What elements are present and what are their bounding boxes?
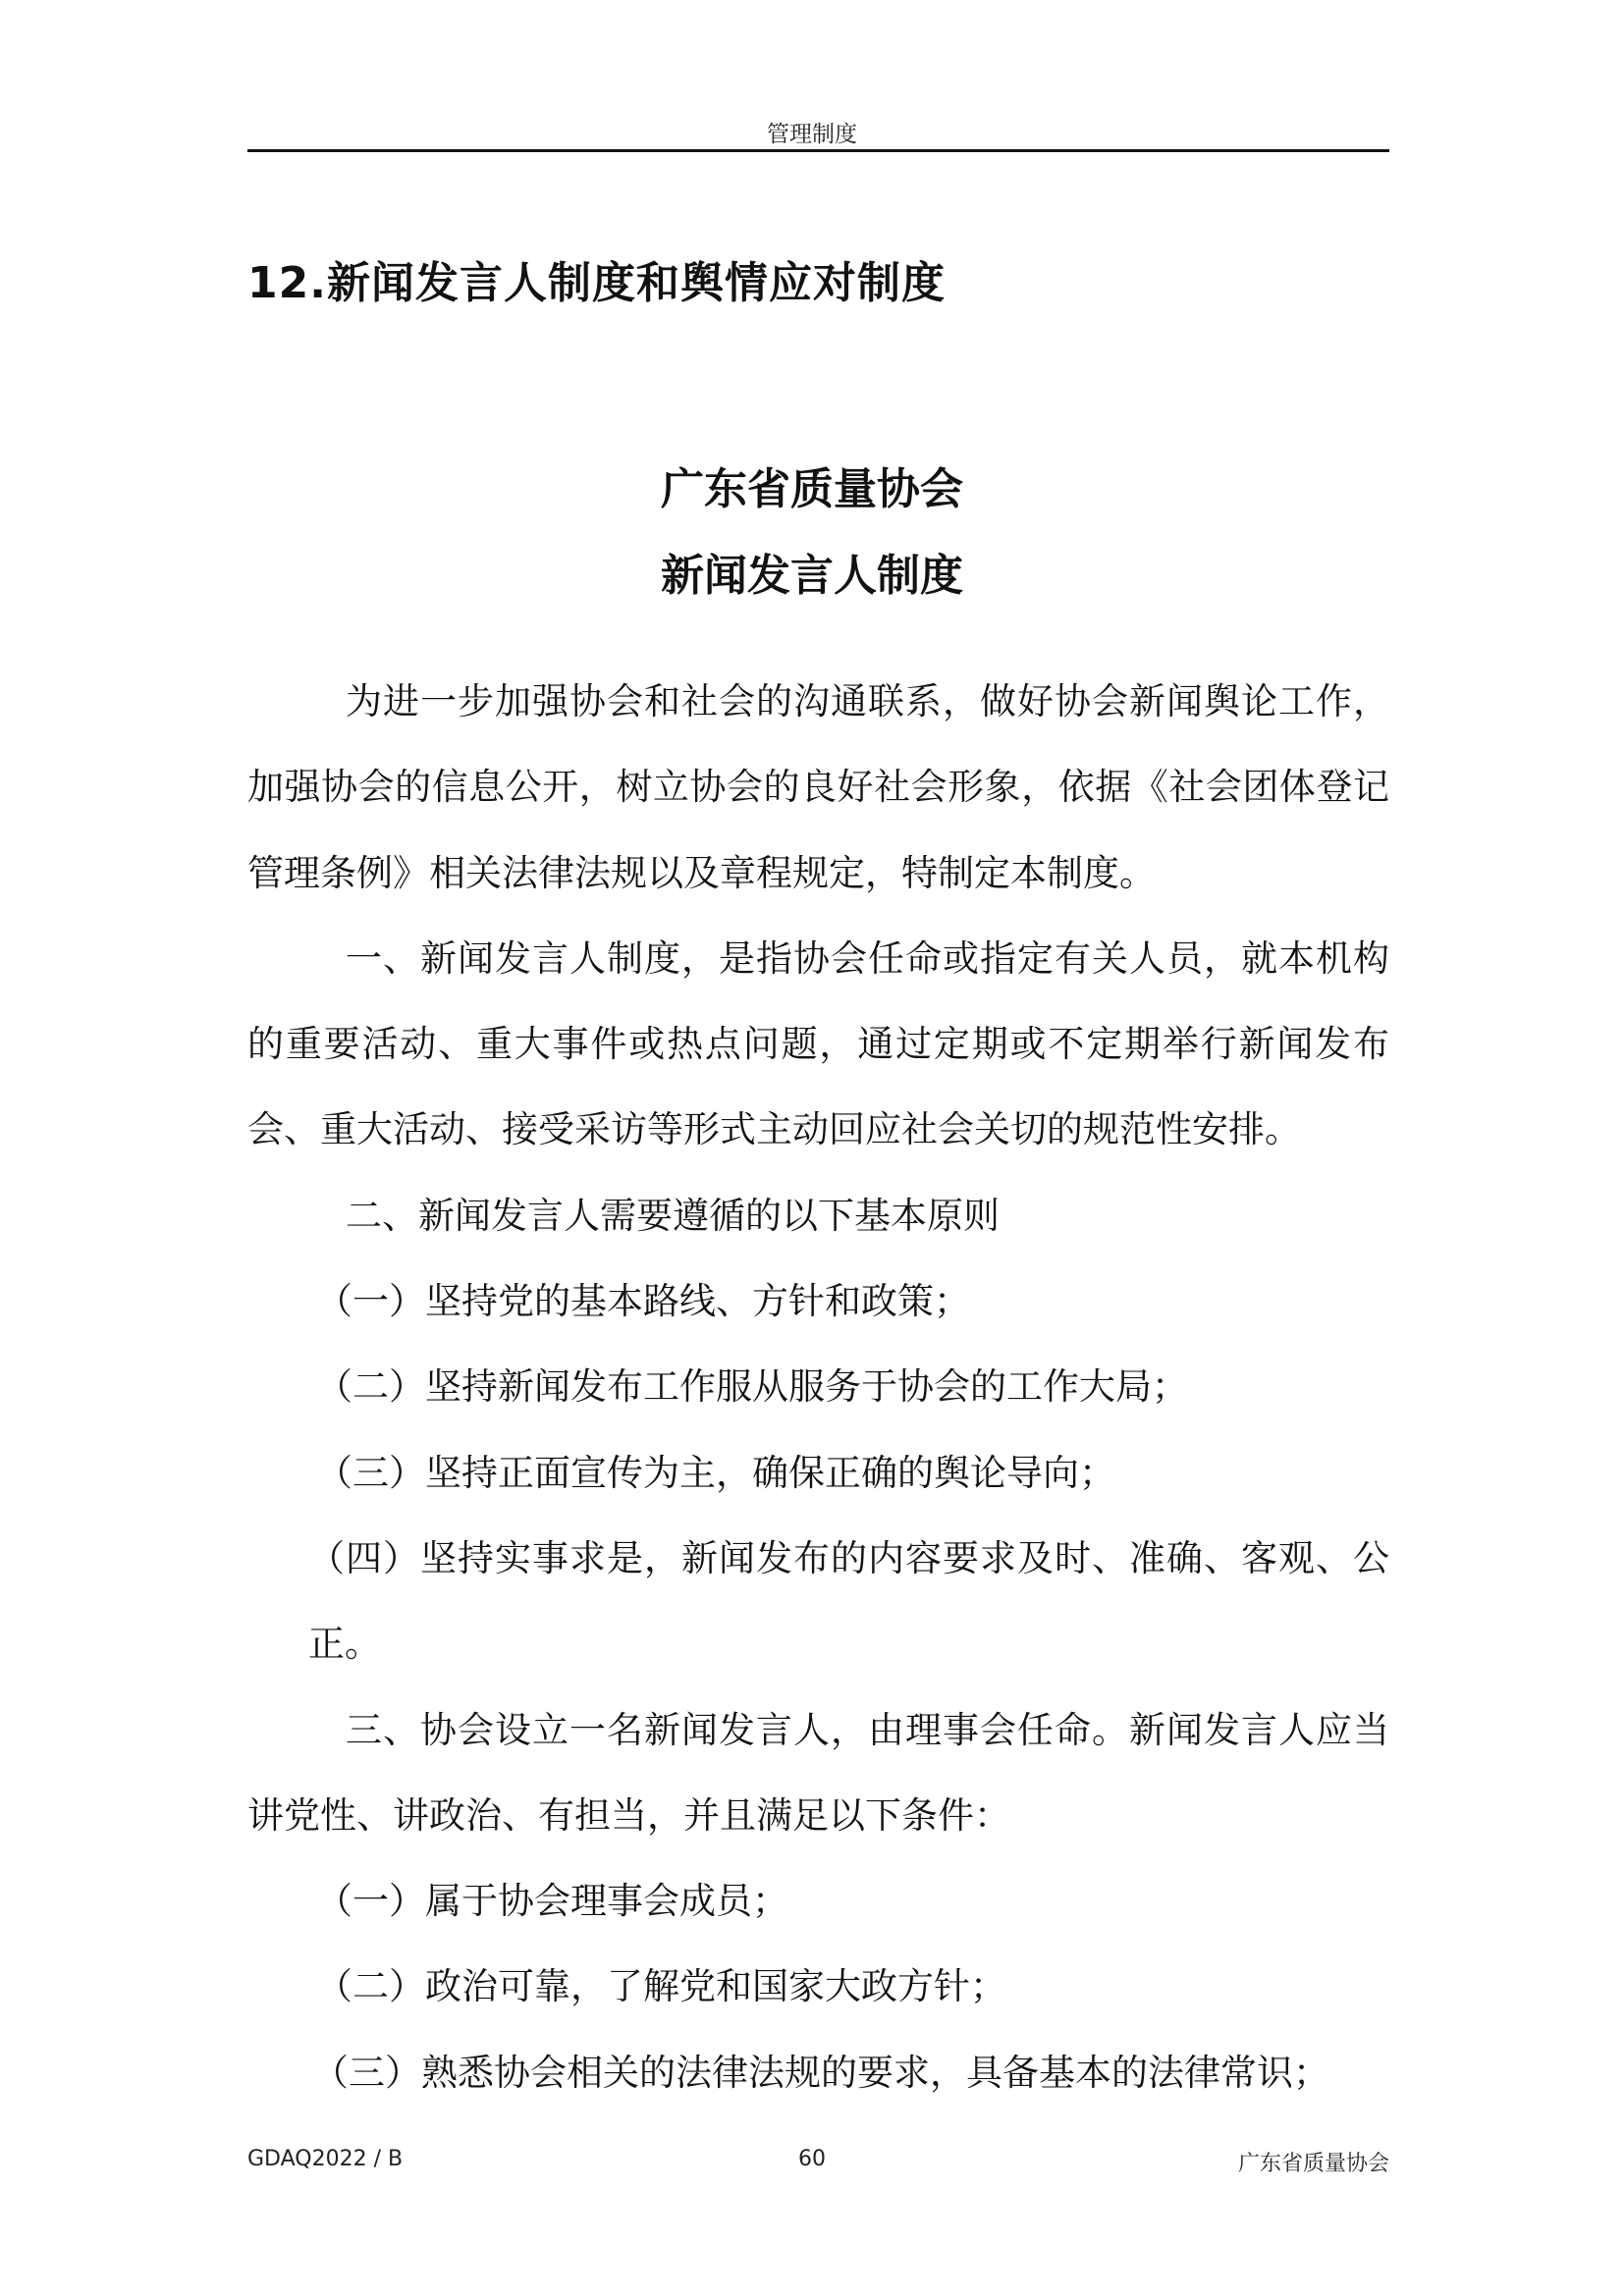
paragraph-preamble: 为进一步加强协会和社会的沟通联系，做好协会新闻舆论工作，加强协会的信息公开，树立协会的良好社会形象，依据《社会团体登记管理条例》相关法律法规以及章程规定，特制定本制度。 [247,680,1389,894]
list-item-condition-1: （一）属于协会理事会成员； [316,1880,788,1923]
paragraph-article-1: 一、新闻发言人制度，是指协会任命或指定有关人员，就本机构的重要活动、重大事件或热点问题，通过定期或不定期举行新闻发布会、重大活动、接受采访等形式主动回应社会关切的规范性安排。 [247,936,1389,1151]
list-item-principle-4: （四）坚持实事求是，新闻发布的内容要求及时、准确、客观、公正。 [308,1536,1389,1666]
list-item-principle-1: （一）坚持党的基本路线、方针和政策； [316,1280,970,1323]
footer-organization: 广东省质量协会 [1237,2152,1389,2176]
document-title-regulation: 新闻发言人制度 [661,551,963,601]
document-title-organization: 广东省质量协会 [661,464,963,514]
list-item-condition-2: （二）政治可靠，了解党和国家大政方针； [316,1965,1006,2008]
document-body [247,659,1389,2115]
header-divider [247,149,1389,152]
section-heading: 12.新闻发言人制度和舆情应对制度 [247,258,946,308]
list-item-condition-3: （三）熟悉协会相关的法律法规的要求，具备基本的法律常识； [312,2051,1329,2094]
footer-document-code: GDAQ2022 / B [247,2147,404,2171]
list-item-principle-3: （三）坚持正面宣传为主，确保正确的舆论导向； [316,1451,1115,1494]
footer-page-number: 60 [798,2147,826,2171]
list-item-principle-2: （二）坚持新闻发布工作服从服务于协会的工作大局； [316,1365,1188,1409]
paragraph-article-3: 三、协会设立一名新闻发言人，由理事会任命。新闻发言人应当讲党性、讲政治、有担当，并且满足以下条件： [247,1708,1389,1837]
paragraph-article-2: 二、新闻发言人需要遵循的以下基本原则 [346,1194,1000,1237]
page-header-title: 管理制度 [767,122,857,147]
